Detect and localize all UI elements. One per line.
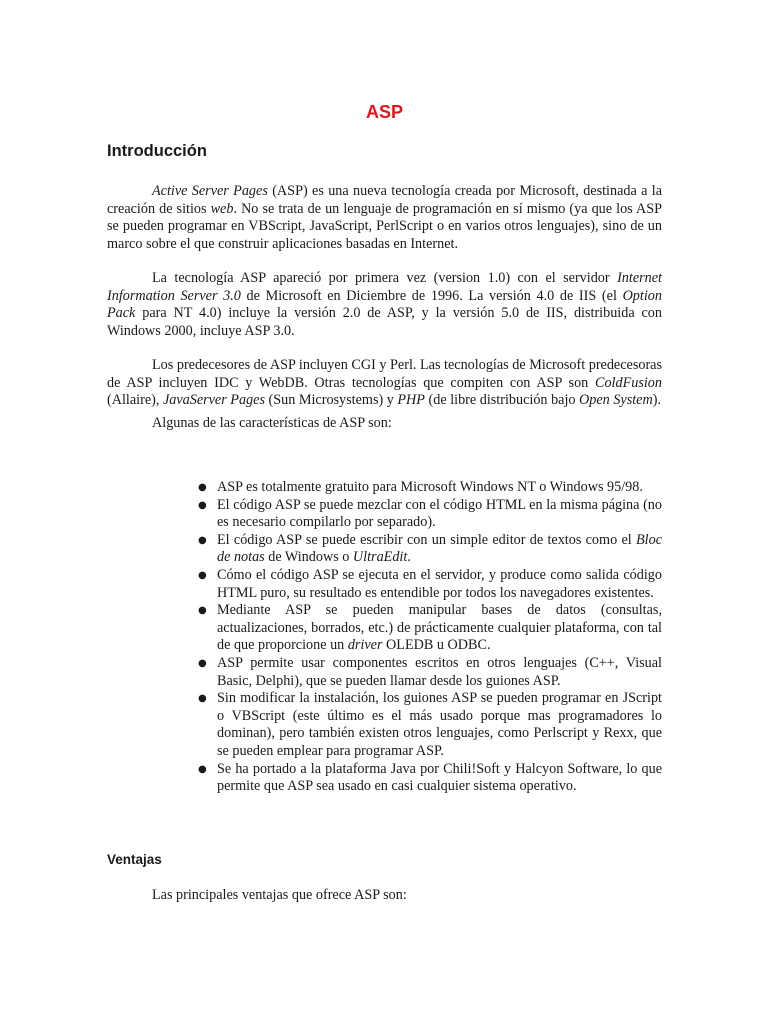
feature-item <box>107 567 662 602</box>
document-title: ASP <box>365 102 403 122</box>
intro-heading: Introducción <box>107 142 207 160</box>
bullet-icon: ● <box>198 499 207 511</box>
feature-text: El código ASP se puede escribir con un simple editor de textos como el Bloc de notas de Windows o UltraEdit. <box>217 531 662 566</box>
features-list <box>107 479 662 796</box>
bullet-icon: ● <box>198 763 207 775</box>
feature-text: Sin modificar la instalación, los guiones ASP se pueden programar en JScript o VBScript (este último es el más usado porque mas programadores lo dominan), pero también existen otros lenguajes, como Perlscript y Rexx, que se pueden emplear para programar ASP. <box>217 690 662 759</box>
feature-text: ASP es totalmente gratuito para Microsoft Windows NT o Windows 95/98. <box>217 479 643 495</box>
feature-item <box>107 655 662 690</box>
feature-item <box>107 532 662 567</box>
feature-item <box>107 479 662 497</box>
bullet-icon: ● <box>198 569 207 581</box>
features-intro: Algunas de las características de ASP son: <box>152 415 392 431</box>
intro-paragraph-1: Active Server Pages (ASP) es una nueva tecnología creada por Microsoft, destinada a la creación de sitios web. No se trata de un lenguaje de programación en sí mismo (ya que los ASP se pueden programar en VBScript, JavaScript, PerlScript o en varios otros lenguajes), sino de un marco sobre el que construir aplicaciones basadas en Internet. <box>107 183 663 252</box>
feature-item <box>107 497 662 532</box>
feature-item <box>107 690 662 760</box>
feature-text: El código ASP se puede mezclar con el código HTML en la misma página (no es necesario compilarlo por separado). <box>217 496 662 531</box>
intro-paragraph-3: Los predecesores de ASP incluyen CGI y Perl. Las tecnologías de Microsoft predecesoras de ASP incluyen IDC y WebDB. Otras tecnologías que compiten con ASP son ColdFusion (Allaire), JavaServer Pages (Sun Microsystems) y PHP (de libre distribución bajo Open System). <box>107 357 662 409</box>
feature-text: ASP permite usar componentes escritos en otros lenguajes (C++, Visual Basic, Delphi), que se pueden llamar desde los guiones ASP. <box>217 654 662 689</box>
intro-paragraph-2: La tecnología ASP apareció por primera vez (version 1.0) con el servidor Internet Information Server 3.0 de Microsoft en Diciembre de 1996. La versión 4.0 de IIS (el Option Pack para NT 4.0) incluye la versión 2.0 de ASP, y la versión 5.0 de IIS, distribuida con Windows 2000, incluye ASP 3.0. <box>107 270 662 339</box>
feature-text: Cómo el código ASP se ejecuta en el servidor, y produce como salida código HTML puro, su resultado es entendible por todos los navegadores existentes. <box>217 566 662 601</box>
feature-item <box>107 602 662 655</box>
bullet-icon: ● <box>198 693 207 705</box>
bullet-icon: ● <box>198 657 207 669</box>
advantages-heading: Ventajas <box>107 852 162 867</box>
advantages-intro: Las principales ventajas que ofrece ASP son: <box>152 887 407 903</box>
feature-item <box>107 761 662 796</box>
bullet-icon: ● <box>198 534 207 546</box>
feature-text: Mediante ASP se pueden manipular bases de datos (consultas, actualizaciones, borrados, etc.) de prácticamente cualquier plataforma, con tal de que proporcione un driver OLEDB u ODBC. <box>217 602 662 654</box>
bullet-icon: ● <box>198 605 207 617</box>
bullet-icon: ● <box>198 482 207 493</box>
feature-text: Se ha portado a la plataforma Java por Chili!Soft y Halcyon Software, lo que permite que ASP sea usado en casi cualquier sistema operativo. <box>217 760 662 795</box>
